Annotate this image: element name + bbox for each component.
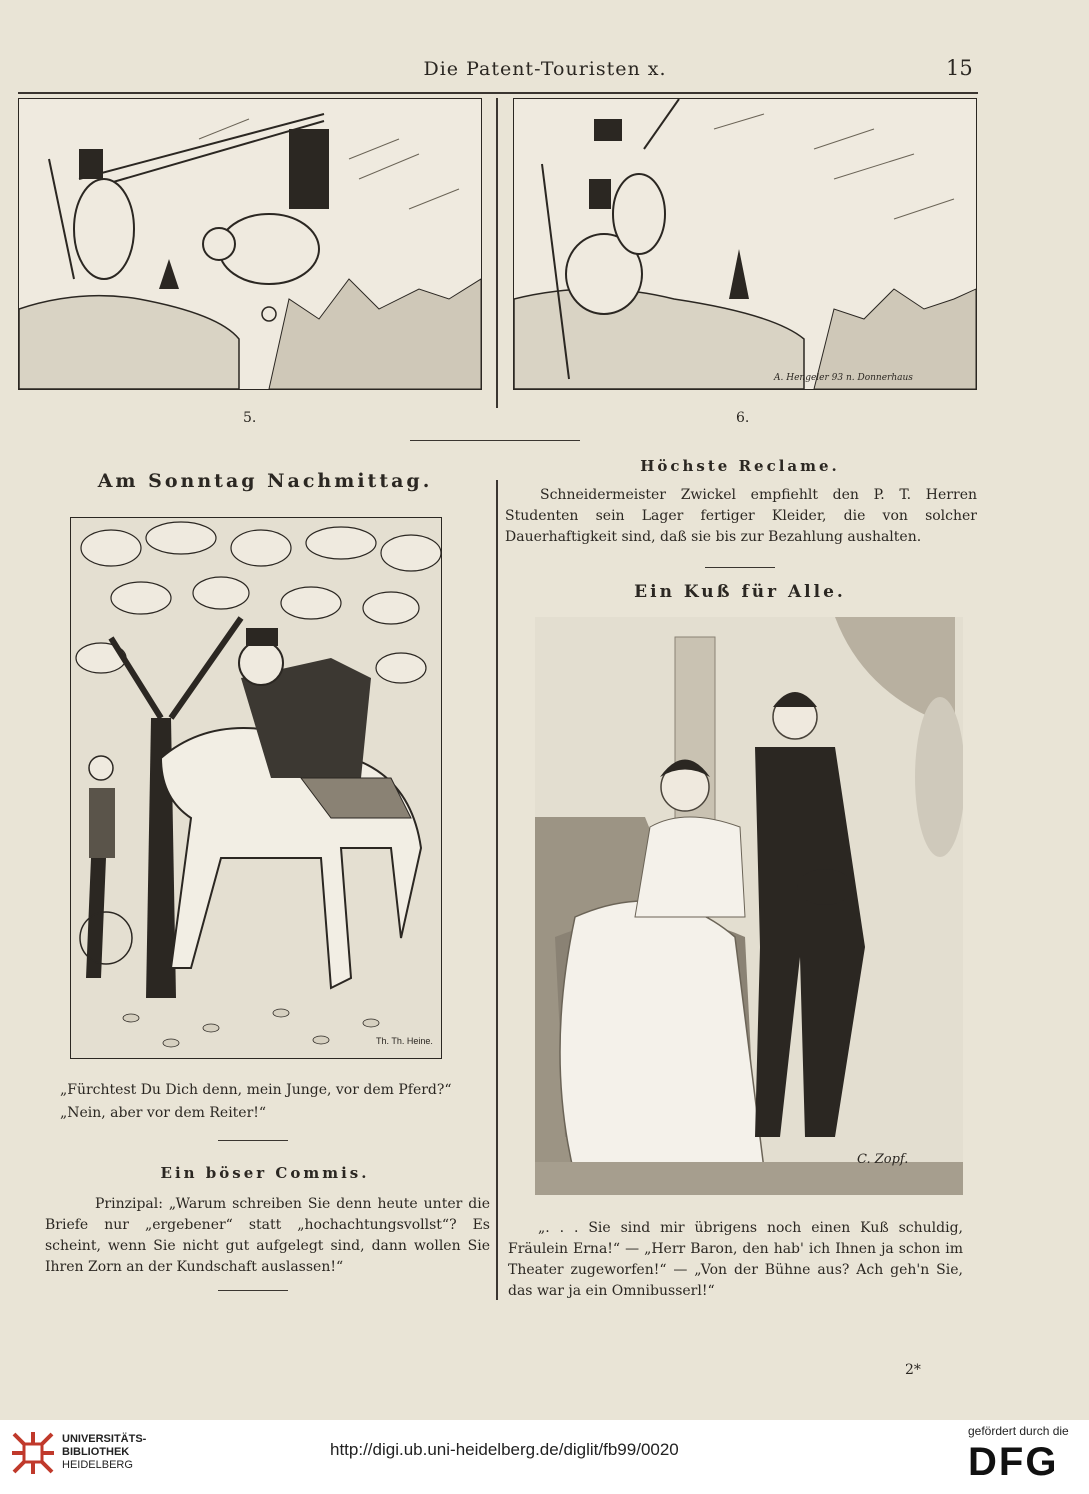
kiss-illustration [535, 617, 963, 1195]
panel-6-caption: 6. [736, 410, 750, 426]
advert-text: Schneidermeister Zwickel empfiehlt den P. T. Herren Studenten sein Lager fertiger Kleider, die von solcher Dauerhaftigkeit sind, daß sie bis zur Bezahlung aushalten. [505, 487, 977, 545]
left-rule-1 [218, 1140, 288, 1141]
comic-panel-5 [18, 98, 482, 390]
heine-signature: Th. Th. Heine. [376, 1036, 433, 1046]
permalink-url[interactable]: http://digi.ub.uni-heidelberg.de/diglit/fb99/0020 [330, 1440, 679, 1459]
column-divider [496, 480, 498, 1300]
panel-divider [496, 98, 498, 408]
anecdote-text: Prinzipal: „Warum schreiben Sie denn heute unter die Briefe nur „ergebener“ statt „hochachtungsvollst“? Es scheint, wenn Sie nicht gut aufgelegt sind, dann wollen Sie Ihren Zorn an der Kundschaft auslassen!“ [45, 1196, 490, 1275]
section-rule [410, 440, 580, 441]
library-name-line3: HEIDELBERG [62, 1459, 133, 1471]
sunday-illustration [70, 517, 442, 1059]
story-text: „. . . Sie sind mir übrigens noch einen Kuß schuldig, Fräulein Erna!“ — „Herr Baron, den hab' ich Ihnen ja schon im Theater zugeworfen!“ — „Von der Bühne aus? Ach geh'n Sie, das war ja ein Omnibusserl!“ [508, 1220, 963, 1299]
right-rule [705, 567, 775, 568]
anecdote-title: Ein böser Commis. [160, 1164, 370, 1182]
signature-mark: 2* [905, 1362, 921, 1378]
dialogue-line-2: „Nein, aber vor dem Reiter!“ [60, 1105, 267, 1121]
library-name-line2: BIBLIOTHEK [62, 1446, 130, 1458]
library-logo-icon[interactable] [10, 1430, 56, 1476]
library-name-line1: UNIVERSITÄTS- [62, 1433, 147, 1445]
dialogue-line-1: „Fürchtest Du Dich denn, mein Junge, vor dem Pferd?“ [60, 1082, 452, 1098]
panel-6-drawing [514, 99, 976, 389]
story-title: Ein Kuß für Alle. [634, 582, 846, 602]
dfg-logo[interactable]: DFG [968, 1440, 1059, 1484]
left-rule-2 [218, 1290, 288, 1291]
funding-text: gefördert durch die [968, 1424, 1069, 1438]
panel-5-drawing [19, 99, 481, 389]
panel-5-caption: 5. [243, 410, 257, 426]
header-rule [18, 92, 978, 94]
advert-title: Höchste Reclame. [640, 457, 840, 475]
panel-6-signature: A. Hengeler 93 n. Donnerhaus [774, 373, 913, 383]
footer-bar [0, 1420, 1089, 1494]
horse-rider-drawing [71, 518, 441, 1058]
couple-drawing [535, 617, 963, 1195]
running-title: Die Patent-Touristen x. [423, 58, 667, 80]
left-title: Am Sonntag Nachmittag. [97, 470, 433, 492]
zopf-signature: C. Zopf. [857, 1152, 909, 1167]
comic-panel-6 [513, 98, 977, 390]
page-number: 15 [946, 56, 973, 80]
